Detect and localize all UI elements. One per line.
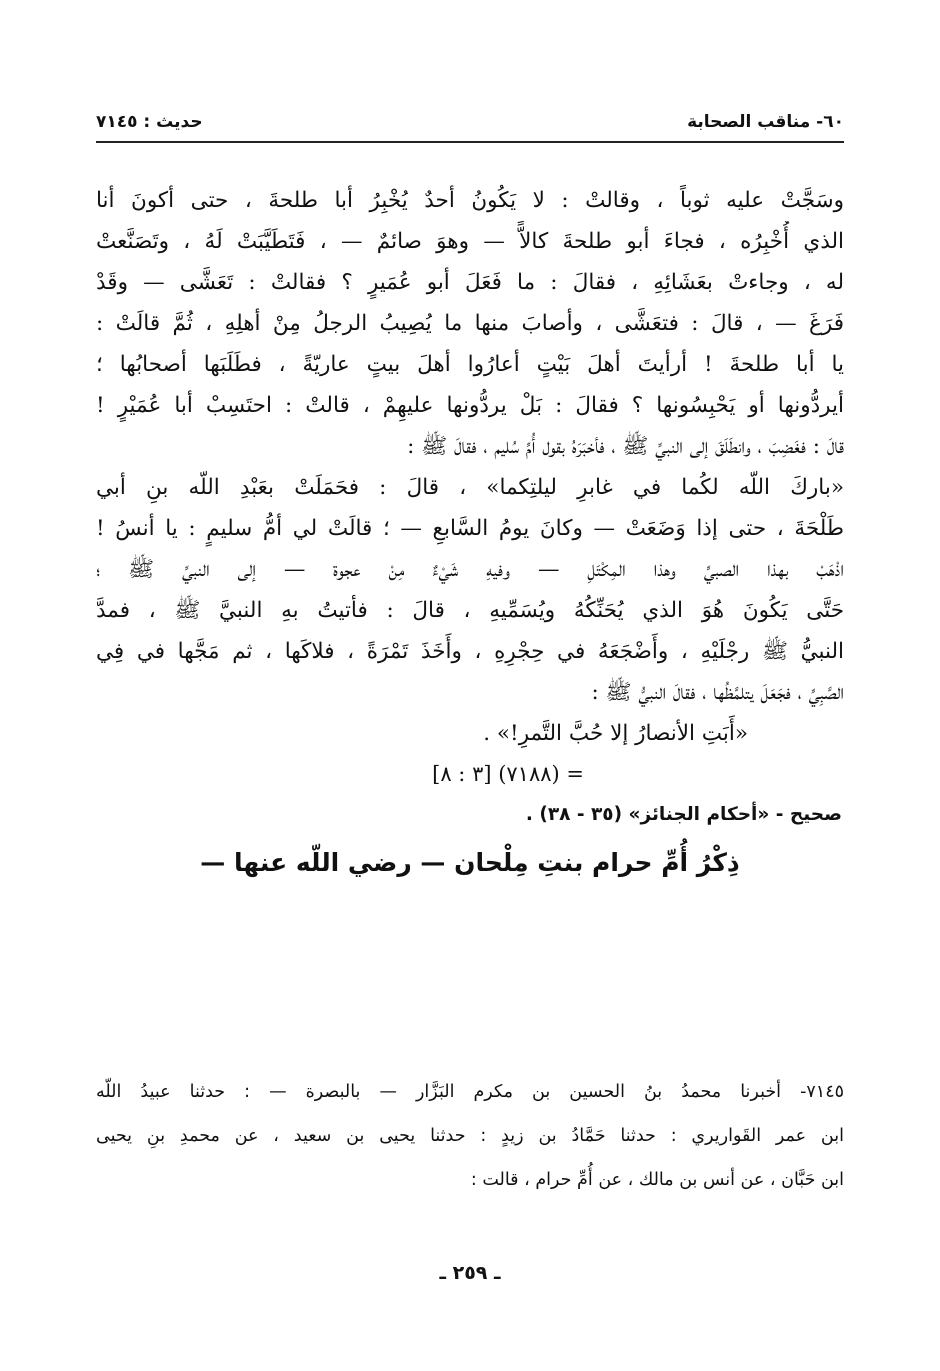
chapter-title: ٦٠- مناقب الصحابة	[687, 112, 844, 132]
text-line: ابن حَبَّان ، عن أنس بن مالك ، عن أُمِّ حرام ، قالت :	[470, 1170, 844, 1190]
main-text	[96, 180, 844, 891]
hadith-7145-text	[96, 1070, 844, 1202]
text-line: ٧١٤٥- أخبرنا محمدُ بنُ الحسين بن مكرم البَزَّار — بالبصرة — : حدثنا عبيدُ اللّه	[96, 1082, 844, 1102]
text-line: له ، وجاءتْ بعَشَائِهِ ، فقالَ : ما فَعَلَ أبو عُمَيرٍ ؟ فقالتْ : تَعَشَّى — وقَدْ	[96, 270, 844, 295]
text-line: الصَّبِيِّ ، فجَعَلَ يتلمَّظُها ، فقالَ النبيُّ ﷺ :	[591, 680, 844, 705]
text-line: فَرَغَ — ، قالَ : فتعَشَّى ، وأصابَ منها ما يُصِيبُ الرجلُ مِنْ أهلِهِ ، ثُمَّ قالَتْ :	[96, 311, 844, 336]
text-line: «أَبَتِ الأنصارُ إلا حُبَّ التَّمرِ!» .	[483, 721, 748, 746]
page-number: ـ ٢٥٩ ـ	[439, 1262, 501, 1284]
text-line: وسَجَّتْ عليه ثوباً ، وقالتْ : لا يَكُونُ أحدٌ يُخْبِرُ أبا طلحةَ ، حتى أكونَ أنا	[96, 188, 844, 213]
text-line: الذي أُخْبِرُه ، فجاءَ أبو طلحةَ كالاًّ — وهوَ صائمٌ — ، فَتَطَيَّبَتْ لَهُ ، وتَصَنَّعتْ	[96, 229, 844, 254]
text-line: قالَ : فغَضِبَ ، وانطَلَقَ إلى النبيِّ ﷺ ، فأخبَرَهُ بقول أُمِّ سُليم ، فقالَ ﷺ :	[407, 434, 844, 459]
header-rule	[96, 141, 844, 143]
text-line: «باركَ اللّه لكُما في غابرِ ليلتِكما» ، قالَ : فحَمَلَتْ بعَبْدِ اللّه بنِ أبي	[96, 475, 844, 500]
text-line: طَلْحَةَ ، حتى إذا وَضَعَتْ — وكانَ يومُ السَّابعِ — ؛ قالَتْ لي أمُّ سليمٍ : يا أنسُ !	[96, 516, 844, 541]
section-title: ذِكْرُ أُمِّ حرام بنتِ مِلْحان — رضي اللّه عنها —	[200, 848, 740, 877]
text-line: أيردُّونها أو يَحْبِسُونها ؟ فقالَ : بَلْ يردُّونها عليهِمْ ، قالتْ : احتَسِبْ أبا عُمَيْرٍ !	[96, 393, 844, 418]
hadith-reference-header: حديث : ٧١٤٥	[96, 112, 203, 132]
cross-reference: = (٧١٨٨) [٣ : ٨]	[432, 762, 584, 786]
page-header	[96, 98, 844, 132]
text-line: ابن عمر القَواريري : حدثنا حَمَّادُ بن زيدٍ : حدثنا يحيى بن سعيد ، عن محمدِ بنِ يحيى	[96, 1126, 844, 1146]
text-line: النبيُّ ﷺ رجْلَيْهِ ، وأَضْجَعَهُ في حِجْرِهِ ، وأَخَذَ تَمْرَةً ، فلاكَها ، ثم مَجَّها في فِي	[96, 639, 844, 664]
text-line: اذْهَبْ بهذا الصبيِّ وهذا المِكْتَلِ — وفيهِ شَيْءٌ مِنْ عجوة — إلى النبيِّ ﷺ ؛	[96, 557, 844, 582]
hadith-grade: صحيح - «أحكام الجنائز» (٣٥ - ٣٨) .	[525, 804, 842, 825]
text-line: حَتَّى يَكُونَ هُوَ الذي يُحَنِّكُهُ ويُسَمِّيهِ ، قالَ : فأتيتُ بهِ النبيَّ ﷺ ، فمدَّ	[96, 598, 844, 623]
text-line: يا أبا طلحةَ ! أرأيتَ أهلَ بَيْتٍ أعارُوا أهلَ بيتٍ عاريّةً ، فطَلَبَها أصحابُها ؛	[96, 352, 844, 377]
